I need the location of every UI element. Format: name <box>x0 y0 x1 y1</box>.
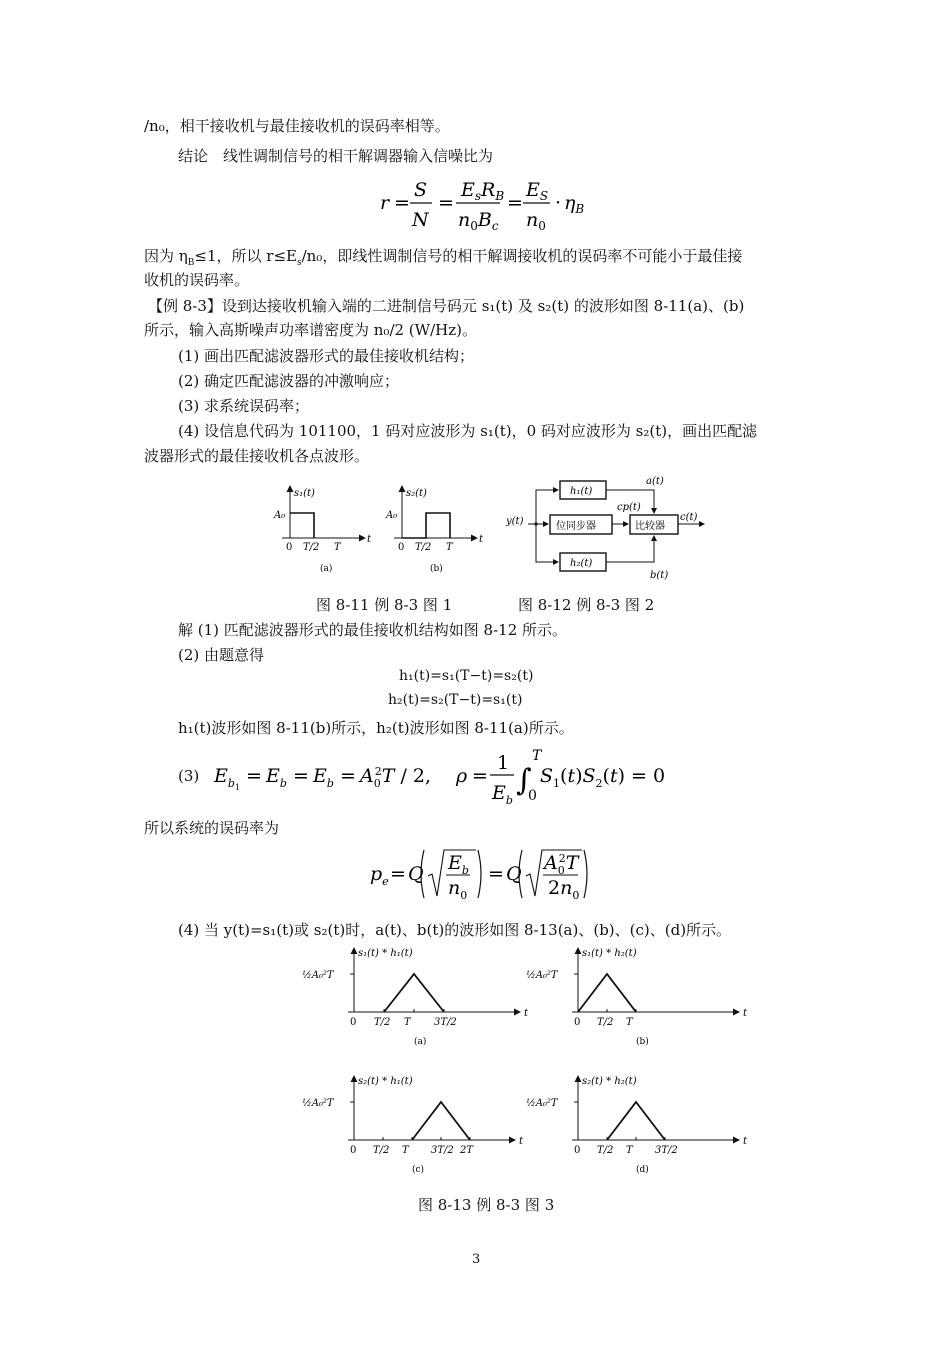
svg-text:=: = <box>438 192 454 214</box>
question-2: (2) 确定匹配滤波器的冲激响应； <box>178 372 400 390</box>
line-conclusion: 结论 线性调制信号的相干解调器输入信噪比为 <box>178 147 494 165</box>
svg-text:h₁(t): h₁(t) <box>570 486 593 497</box>
axis-t-label: t <box>743 1008 748 1019</box>
tick-label: T <box>402 1145 409 1156</box>
svg-text:=: = <box>246 765 262 787</box>
panel-sublabel: (c) <box>412 1165 425 1175</box>
svg-text:T/2: T/2 <box>303 542 320 553</box>
figure-8-11 <box>270 478 500 582</box>
svg-text:b(t): b(t) <box>650 570 669 581</box>
equation-h2: h₂(t)=s₂(T−t)=s₁(t) <box>388 692 523 708</box>
svg-text:cp(t): cp(t) <box>617 502 641 513</box>
svg-text:n0: $n_0$ <box>526 209 546 233</box>
svg-text:n0: $n_0$ <box>448 877 468 902</box>
svg-text:Eb: $E_b$ <box>266 765 287 790</box>
svg-text:∫: ∫ <box>516 763 532 798</box>
svg-text:=: = <box>293 765 309 787</box>
svg-text:=: = <box>488 863 504 885</box>
tick-label: 0 <box>574 1017 581 1028</box>
svg-text:a(t): a(t) <box>646 476 664 487</box>
svg-text:(a): (a) <box>320 564 333 574</box>
svg-text:0: 0 <box>286 542 293 553</box>
tick-label: T/2 <box>597 1145 614 1156</box>
line-because-2: 收机的误码率。 <box>144 271 250 289</box>
svg-text:h₂(t): h₂(t) <box>570 558 593 569</box>
svg-text:s₂(t): s₂(t) <box>406 488 427 499</box>
svg-text:s₁(t): s₁(t) <box>294 488 315 499</box>
equation-snr <box>370 176 590 232</box>
tick-label: T <box>404 1017 411 1028</box>
panel-ylabel: s₁(t) * h₂(t) <box>582 948 637 959</box>
axis-t-label: t <box>743 1136 748 1147</box>
svg-text:T: T <box>334 542 341 553</box>
svg-text:y(t): y(t) <box>506 516 524 527</box>
tick-label: T/2 <box>373 1145 390 1156</box>
tick-label: 3T/2 <box>431 1145 454 1156</box>
svg-text:Q: Q <box>506 863 522 885</box>
svg-text:A₀: A₀ <box>274 510 286 521</box>
tick-label: T/2 <box>597 1017 614 1028</box>
svg-text:N: N <box>412 209 429 231</box>
figure-8-13-panel-d <box>526 1076 748 1175</box>
svg-text:A₀: A₀ <box>386 510 398 521</box>
panel-ylabel: s₁(t) * h₁(t) <box>358 948 413 959</box>
svg-text:=: = <box>340 765 356 787</box>
svg-text:T/2: T/2 <box>415 542 432 553</box>
svg-text:Eb: $E_b$ <box>313 765 334 790</box>
tick-label: 0 <box>350 1017 357 1028</box>
equation-h1: h₁(t)=s₁(T−t)=s₂(t) <box>399 668 534 684</box>
axis-t-label: t <box>519 1136 524 1147</box>
tick-label: 3T/2 <box>655 1145 678 1156</box>
response-triangle <box>607 1102 665 1140</box>
question-1: (1) 画出匹配滤波器形式的最佳接收机结构； <box>178 347 475 365</box>
line-because: 因为 $\eta_B\le 1$，所以 $r\le E_s/n_0$，即线性调制信号的相干解调接收机的误码率不可能小于最佳接 <box>144 247 743 268</box>
example-heading: 【例 8-3】设到达接收机输入端的二进制信号码元 s₁(t) 及 s₂(t) 的波形如图 8-11(a)、(b) <box>148 297 745 315</box>
svg-text:·: · <box>555 192 562 214</box>
svg-text:t: t <box>479 534 484 545</box>
svg-text:0: 0 <box>528 788 537 804</box>
svg-text:=: = <box>394 192 410 214</box>
svg-text:=: = <box>472 765 488 787</box>
figure-8-11-caption: 图 8-11 例 8-3 图 1 <box>316 596 453 614</box>
figure-8-13-panel-a <box>302 948 529 1047</box>
svg-text:n0Bc: $n_0B_c$ <box>458 209 499 233</box>
panel-level: ½A₀²T <box>526 970 558 981</box>
tick-label: 0 <box>574 1145 581 1156</box>
svg-text:Q: Q <box>408 863 424 885</box>
svg-text:Eb: $E_b$ <box>448 852 469 877</box>
panel-level: ½A₀²T <box>526 1098 558 1109</box>
figure-8-13-caption: 图 8-13 例 8-3 图 3 <box>418 1196 555 1214</box>
svg-text:ρ: ρ <box>456 765 468 787</box>
response-triangle <box>578 974 636 1012</box>
tick-label: 3T/2 <box>434 1017 457 1028</box>
question-3: (3) 求系统误码率； <box>178 397 310 415</box>
figure-8-13-panel-b <box>526 948 748 1047</box>
response-triangle <box>412 1102 470 1140</box>
svg-text:(b): (b) <box>430 564 443 574</box>
svg-text:ηB: $\eta_B$ <box>564 192 585 216</box>
page-number: 3 <box>472 1252 481 1267</box>
tick-label: T <box>626 1017 633 1028</box>
svg-text:A02T / 2,: $A_02T / 2$, <box>360 765 432 790</box>
svg-text:ES: $E_S$ <box>526 179 549 203</box>
panel-sublabel: (b) <box>636 1037 649 1047</box>
solution-4-intro: 所以系统的误码率为 <box>144 819 280 837</box>
solution-3: h₁(t)波形如图 8-11(b)所示，h₂(t)波形如图 8-11(a)所示。 <box>178 719 574 737</box>
panel-sublabel: (d) <box>636 1165 649 1175</box>
solution-4: (4) 当 y(t)=s₁(t)或 s₂(t)时，a(t)、b(t)的波形如图 8-13(a)、(b)、(c)、(d)所示。 <box>178 921 732 939</box>
equation-pe <box>366 842 596 906</box>
svg-text:T: T <box>446 542 453 553</box>
example-line-2: 所示，输入高斯噪声功率谱密度为 n₀/2 (W/Hz)。 <box>144 321 477 339</box>
svg-text:=: = <box>507 192 523 214</box>
panel-ylabel: s₂(t) * h₁(t) <box>358 1076 413 1087</box>
panel-level: ½A₀²T <box>302 970 334 981</box>
response-triangle <box>384 974 444 1012</box>
svg-text:A02T: $A_02T$ <box>544 852 579 877</box>
svg-text:Eb1: $E_b1$ <box>214 765 241 792</box>
svg-text:S1(t)S2(t) = 0: $S_1(t)S_2(t) = 0$ <box>540 765 666 790</box>
svg-text:T: T <box>532 748 542 764</box>
svg-text:0: 0 <box>398 542 405 553</box>
figure-8-13-panel-c <box>302 1076 524 1175</box>
panel-level: ½A₀²T <box>302 1098 334 1109</box>
tick-label: T/2 <box>374 1017 391 1028</box>
svg-text:c(t): c(t) <box>680 512 698 523</box>
panel-sublabel: (a) <box>414 1037 427 1047</box>
question-4-cont: 波器形式的最佳接收机各点波形。 <box>144 447 370 465</box>
svg-text:r: r <box>380 192 390 214</box>
svg-text:EsRB: $E_sR_B$ <box>461 179 505 203</box>
solution-2: (2) 由题意得 <box>178 646 265 664</box>
svg-text:位同步器: 位同步器 <box>556 521 596 532</box>
equation-energy <box>210 744 666 810</box>
svg-text:pe: $p_e$ <box>370 863 389 888</box>
svg-text:S: S <box>414 179 428 201</box>
svg-text:2n0: $2n_0$ <box>548 877 580 902</box>
svg-text:t: t <box>367 534 372 545</box>
solution-1: 解 (1) 匹配滤波器形式的最佳接收机结构如图 8-12 所示。 <box>178 621 568 639</box>
svg-text:Eb: $E_b$ <box>492 782 513 807</box>
question-4: (4) 设信息代码为 101100，1 码对应波形为 s₁(t)，0 码对应波形为 s₂(t)，画出匹配滤 <box>178 422 758 440</box>
svg-text:=: = <box>390 863 406 885</box>
figure-8-13 <box>270 942 748 1190</box>
tick-label: 2T <box>460 1145 474 1156</box>
tick-label: 0 <box>350 1145 357 1156</box>
figure-8-12 <box>500 474 720 584</box>
solution-3-label: (3) <box>178 767 200 785</box>
tick-label: T <box>626 1145 633 1156</box>
svg-text:1: 1 <box>497 752 510 774</box>
figure-8-12-caption: 图 8-12 例 8-3 图 2 <box>518 596 655 614</box>
panel-ylabel: s₂(t) * h₂(t) <box>582 1076 637 1087</box>
line-1: /n₀，相干接收机与最佳接收机的误码率相等。 <box>144 117 450 135</box>
svg-text:比较器: 比较器 <box>635 521 665 532</box>
axis-t-label: t <box>524 1008 529 1019</box>
